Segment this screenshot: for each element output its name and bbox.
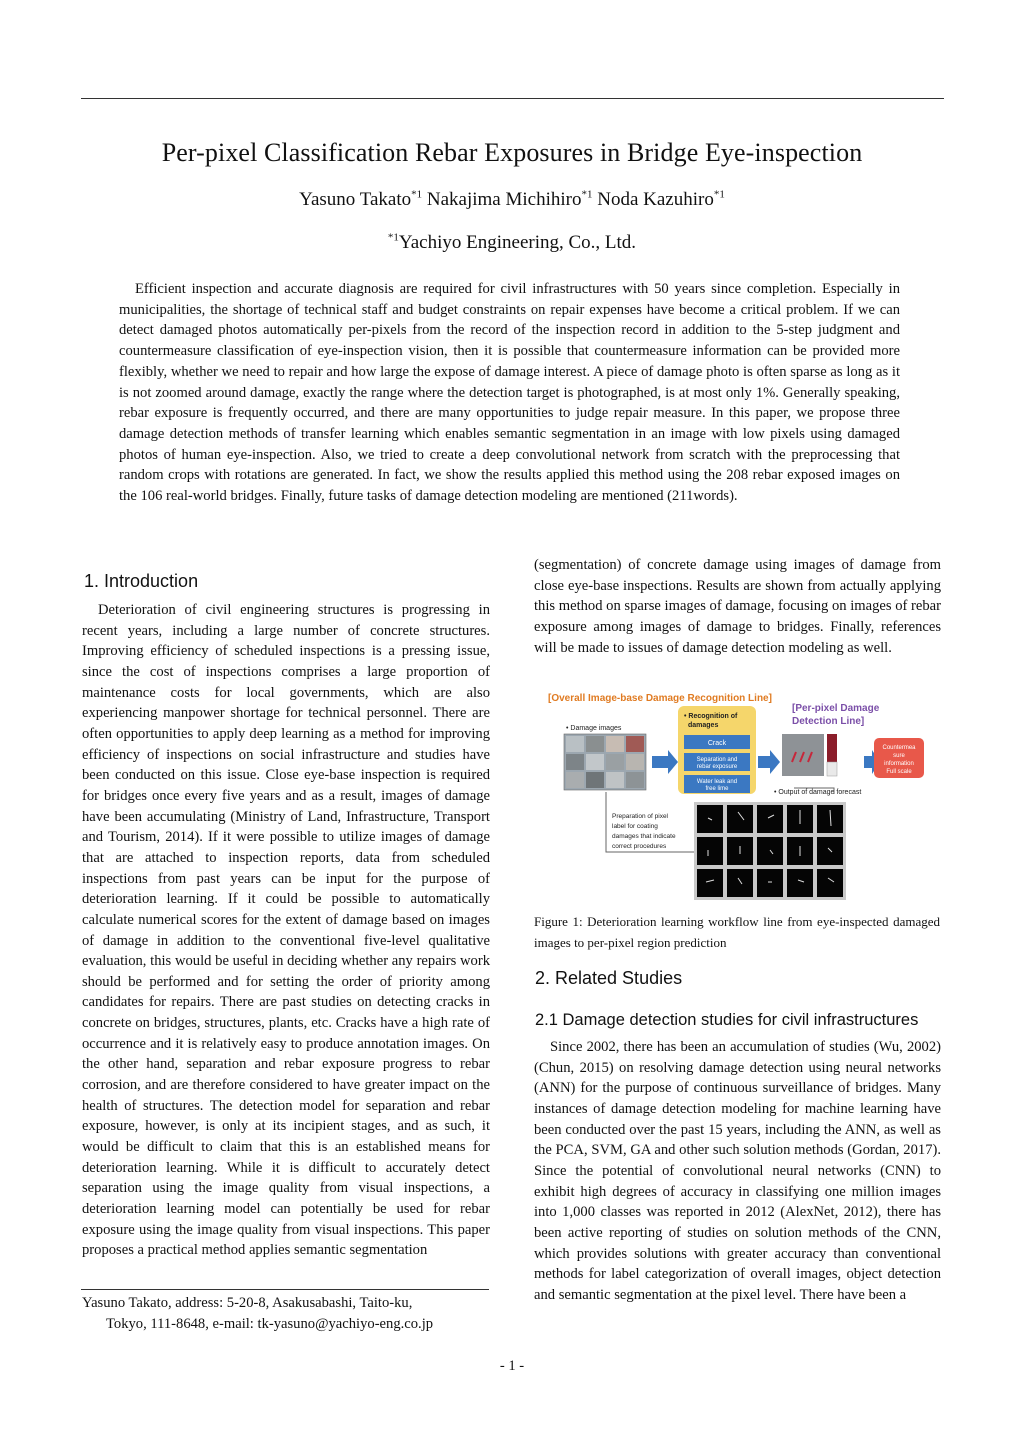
affiliation-name: Yachiyo Engineering, Co., Ltd. (398, 232, 637, 253)
countermeasure-label-1: Countermea (882, 745, 916, 751)
subsection-heading: 2.1 Damage detection studies for civil infrastructures (535, 1011, 919, 1029)
perpixel-line-title-1: [Per-pixel Damage (792, 703, 880, 714)
section-heading-related: 2. Related Studies (535, 968, 683, 988)
abstract: Efficient inspection and accurate diagnosis are required for civil infrastructures with 50 years since completion. Especially in municipalities, the shortage of technical staff and budget constraints on repair expenses have become a critical problem. If we can detect damaged photos automatically per-pixels from the record of the inspection record in addition to the 5-step judgment and countermeasure classification of eye-inspection vision, then it is possible that countermeasure information can be provided more flexibly, whether we need to repair and how large the expose of damage interest. A piece of damage photo is often sparse as long as it is not zoomed around damage, exactly the range where the detection target is photographed, is at most only 1%. Generally speaking, rebar exposure is frequently occurred, and there are many opportunities to judge repair measure. In this paper, we propose three damage detection methods of transfer learning which enables semantic segmentation in an image with low pixels using damaged photos of human eye-inspection. Also, we tried to create a deep convolutional network from scratch with the preprocessing that random crops with rotations are generated. In fact, we show the results applied this method using the 208 rebar exposed images on the 106 real-world bridges. Finally, future tasks of damage detection modeling are mentioned (211words). (119, 281, 900, 505)
author-mark: *1 (713, 188, 725, 201)
damage-images-label: • Damage images (566, 725, 622, 732)
affiliation (0, 232, 1024, 254)
arrow-right-icon (758, 750, 780, 774)
prep-label-4: correct procedures (612, 843, 667, 850)
introduction-text: Deterioration of civil engineering structures is progressing in recent years, including a large number of concrete structures. Improving efficiency of scheduled inspections is a pressing issue, since the cost of inspections comprises a large proportion of maintenance costs for local governments, which are also experiencing manpower shortage for technical personnel. There are often opportunities to apply deep learning as a method for improving efficiency of inspections on social infrastructure and studies have been conducted on this issue. Close eye-base inspection is required for bridges once every five years and as a result, images of damage have been accumulating (Ministry of Land, Infrastructure, Transport and Tourism, 2014). If it were possible to utilize images of damage that are attached to inspection reports, data from scheduled inspections from past years can be input for the purpose of deterioration learning. If it could be possible to automatically calculate numerical scores for the extent of damage based on images of damage in addition to the conventional five-level qualitative evaluation, this would be useful in deciding whether any repairs work should be performed and for setting the order of priority among candidates for repairs. There are past studies on detecting cracks in concrete on bridges, structures, plants, etc. Cracks have a high rate of occurrence and it is relatively easy to produce annotation images. On the other hand, separation and rebar exposure progress to rebar corrosion, and are therefore considered to have greater impact on the health of structures. The detection model for separation and rebar exposure, however, is only at its incipient stages, and as such, it would be difficult to claim that this is an established means for deterioration learning. While it is difficult to accurately detect separation using the image quality from visual inspections, a deterioration learning model can potentially be used for rebar exposure using the image quality from visual inspections. This paper proposes a practical method applies semantic segmentation (82, 602, 490, 1259)
section-heading-introduction: 1. Introduction (84, 571, 199, 591)
footnote-line-2: Tokyo, 111-8648, e-mail: tk-yasuno@yachiyo-eng.co.jp (106, 1315, 434, 1332)
colorbar-red (827, 734, 837, 762)
introduction-continued: (segmentation) of concrete damage using images of damage from close eye-base inspections. Results are shown from actually applying this method on sparse images of damage, focusing on images of rebar exposure among images of damage to bridges. Finally, references will be made to issues of damage detection modeling as well. (534, 557, 941, 656)
recognition-label-2: damages (688, 722, 719, 729)
output-label: • Output of damage forecast (774, 789, 862, 796)
countermeasure-label-4: Full scale (886, 769, 912, 775)
prep-label-3: damages that indicate (612, 833, 676, 840)
countermeasure-label-3: information (884, 761, 914, 767)
workflow-figure (544, 690, 934, 902)
countermeasure-label-2: sure (893, 753, 905, 759)
footnote-line-1: Yasuno Takato, address: 5-20-8, Asakusabashi, Taito-ku, (82, 1295, 413, 1311)
author-mark: *1 (581, 188, 593, 201)
page-number: - 1 - (499, 1358, 525, 1374)
paper-title: Per-pixel Classification Rebar Exposures in Bridge Eye-inspection (161, 138, 863, 167)
class-water-label-1: Water leak and (696, 779, 738, 785)
class-separation-label-2: rebar exposure (696, 764, 738, 770)
footnote-rule (81, 1289, 489, 1290)
recognition-label-1: • Recognition of (684, 713, 738, 720)
author-mark: *1 (411, 188, 423, 201)
author-list (0, 189, 1024, 211)
author-name: Yasuno Takato (299, 189, 412, 210)
header-rule (81, 98, 944, 99)
class-crack-label: Crack (707, 740, 727, 747)
author-name: Noda Kazuhiro (597, 189, 714, 210)
overall-line-title: [Overall Image-base Damage Recognition Line] (548, 693, 772, 704)
prep-label-1: Preparation of pixel (612, 813, 669, 820)
related-studies-text: Since 2002, there has been an accumulation of studies (Wu, 2002) (Chun, 2015) on resolving damage detection using neural networks (ANN) for the purpose of continuous surveillance of bridges. Many instances of damage detection modeling for machine learning have been conducted over the past 15 years, including the ANN, as well as the PCA, SVM, GA and other such solution methods (Gordan, 2017). Since the potential of convolutional neural networks (CNN) to exhibit high degrees of accuracy in classifying one million images into 1,000 classes was reported in 2012 (AlexNet, 2012), there has been active reporting of studies on solution methods of the CNN, which provides solutions with greater accuracy than conventional methods for label categorization of overall images, object detection and semantic segmentation at the pixel level. There have been a (534, 1039, 941, 1303)
author-name: Nakajima Michihiro (426, 189, 582, 210)
class-water-label-2: free lime (705, 786, 729, 792)
perpixel-line-title-2: Detection Line] (792, 716, 865, 727)
figure-caption: Figure 1: Deterioration learning workflow line from eye-inspected damaged images to per-pixel region prediction (534, 914, 940, 950)
colorbar-white (827, 762, 837, 776)
label-image-tiles (697, 805, 843, 897)
arrow-right-icon (652, 750, 678, 774)
prep-label-2: label for coating (612, 823, 658, 830)
affiliation-mark: *1 (387, 231, 399, 244)
class-separation-label-1: Separation and (696, 757, 738, 763)
footnote (82, 1293, 488, 1334)
